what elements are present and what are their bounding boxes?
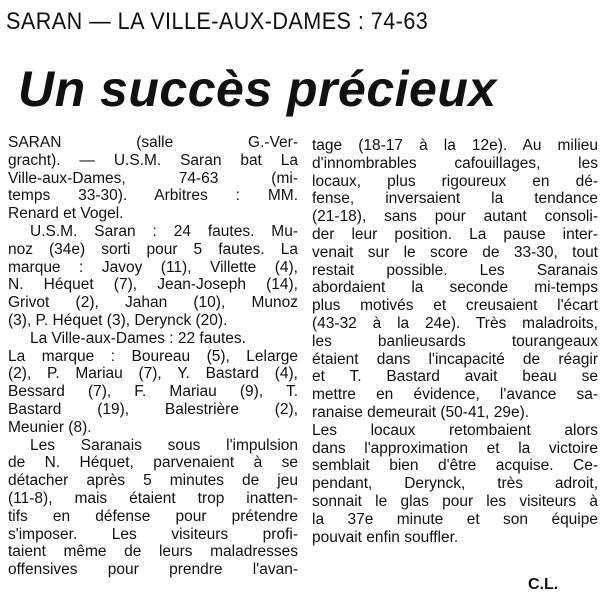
text-line: taient même de leurs maladresses — [8, 543, 298, 561]
text-line: gracht). — U.S.M. Saran bat La — [8, 151, 298, 169]
text-line: U.S.M. Saran : 24 fautes. Mu- — [30, 222, 298, 240]
text-line: Meunier (8). — [8, 418, 92, 436]
text-line: pendant, Derynck, très adroit, — [312, 475, 598, 493]
article-column-left — [8, 134, 298, 579]
text-line: La marque : Boureau (5), Lelarge — [8, 347, 298, 365]
text-line: Ville-aux-Dames, 74-63 (mi- — [8, 169, 298, 187]
text-line: Grivot (2), Jahan (10), Munoz — [8, 294, 298, 312]
text-line: Les Saranais sous l'impulsion — [30, 436, 298, 454]
text-line: abordaient la seconde mi-temps — [312, 279, 598, 297]
text-line: venait sur le score de 33-30, tout — [312, 243, 598, 261]
text-line: noz (34e) sorti pour 5 fautes. La — [8, 240, 298, 258]
text-line: N. Héquet (7), Jean-Joseph (14), — [8, 276, 298, 294]
author-signature: C.L. — [528, 576, 559, 593]
text-line: mettre en évidence, l'avance sa- — [312, 386, 598, 404]
text-line: tage (18-17 à la 12e). Au milieu — [312, 137, 598, 154]
text-line: s'imposer. Les visiteurs profi- — [8, 525, 298, 543]
text-line: sonnait le glas pour les visiteurs à — [312, 492, 598, 510]
text-line: Les locaux retombaient alors — [312, 421, 598, 439]
text-line: tifs en défense pour prétendre — [8, 507, 298, 525]
text-line: ranaise demeurait (50-41, 29e). — [312, 403, 530, 421]
text-line: semblait bien d'être acquise. Ce- — [312, 457, 598, 475]
text-line: la 37e minute et son équipe — [312, 510, 598, 528]
text-line: plus motivés et creusaient l'écart — [312, 297, 598, 315]
text-line: restait possible. Les Saranais — [312, 261, 598, 279]
text-line: fense, inversaient la tendance — [312, 190, 598, 208]
text-line: Bastard (19), Balestrière (2), — [8, 400, 298, 418]
text-line: d'innombrables cafouillages, les — [312, 154, 598, 172]
text-line: (21-18), sans pour autant consoli- — [312, 208, 598, 226]
text-line: (2), P. Mariau (7), Y. Bastard (4), — [8, 365, 298, 383]
text-line: Bessard (7), F. Mariau (9), T. — [8, 383, 298, 401]
article-column-right — [312, 137, 598, 546]
text-line: (3), P. Héquet (3), Derynck (20). — [8, 311, 228, 329]
text-line: (43-32 à la 24e). Très maladroits, — [312, 314, 598, 332]
text-line: les banlieusards tourangeaux — [312, 332, 598, 350]
text-line: Renard et Vogel. — [8, 205, 124, 223]
text-line: temps 33-30). Arbitres : MM. — [8, 187, 298, 205]
article-kicker: SARAN — LA VILLE-AUX-DAMES : 74-63 — [6, 8, 429, 35]
text-line: SARAN (salle G.-Ver- — [8, 134, 298, 151]
text-line: locaux, plus rigoureux en dé- — [312, 172, 598, 190]
text-line: (11-8), mais étaient trop inatten- — [8, 489, 298, 507]
article-headline: Un succès précieux — [18, 61, 497, 117]
text-line: der leur position. La pause inter- — [312, 225, 598, 243]
text-line: dans l'approximation et la victoire — [312, 439, 598, 457]
text-line: détacher après 5 minutes de jeu — [8, 472, 298, 490]
text-line: étaient dans l'incapacité de réagir — [312, 350, 598, 368]
text-line: de N. Héquet, parvenaient à se — [8, 454, 298, 472]
text-line: La Ville-aux-Dames : 22 fautes. — [30, 329, 246, 347]
text-line: pouvait enfin souffler. — [312, 528, 459, 546]
text-line: et T. Bastard avait beau se — [312, 368, 598, 386]
text-line: marque : Javoy (11), Villette (4), — [8, 258, 298, 276]
text-line: offensives pour prendre l'avan- — [8, 561, 298, 579]
